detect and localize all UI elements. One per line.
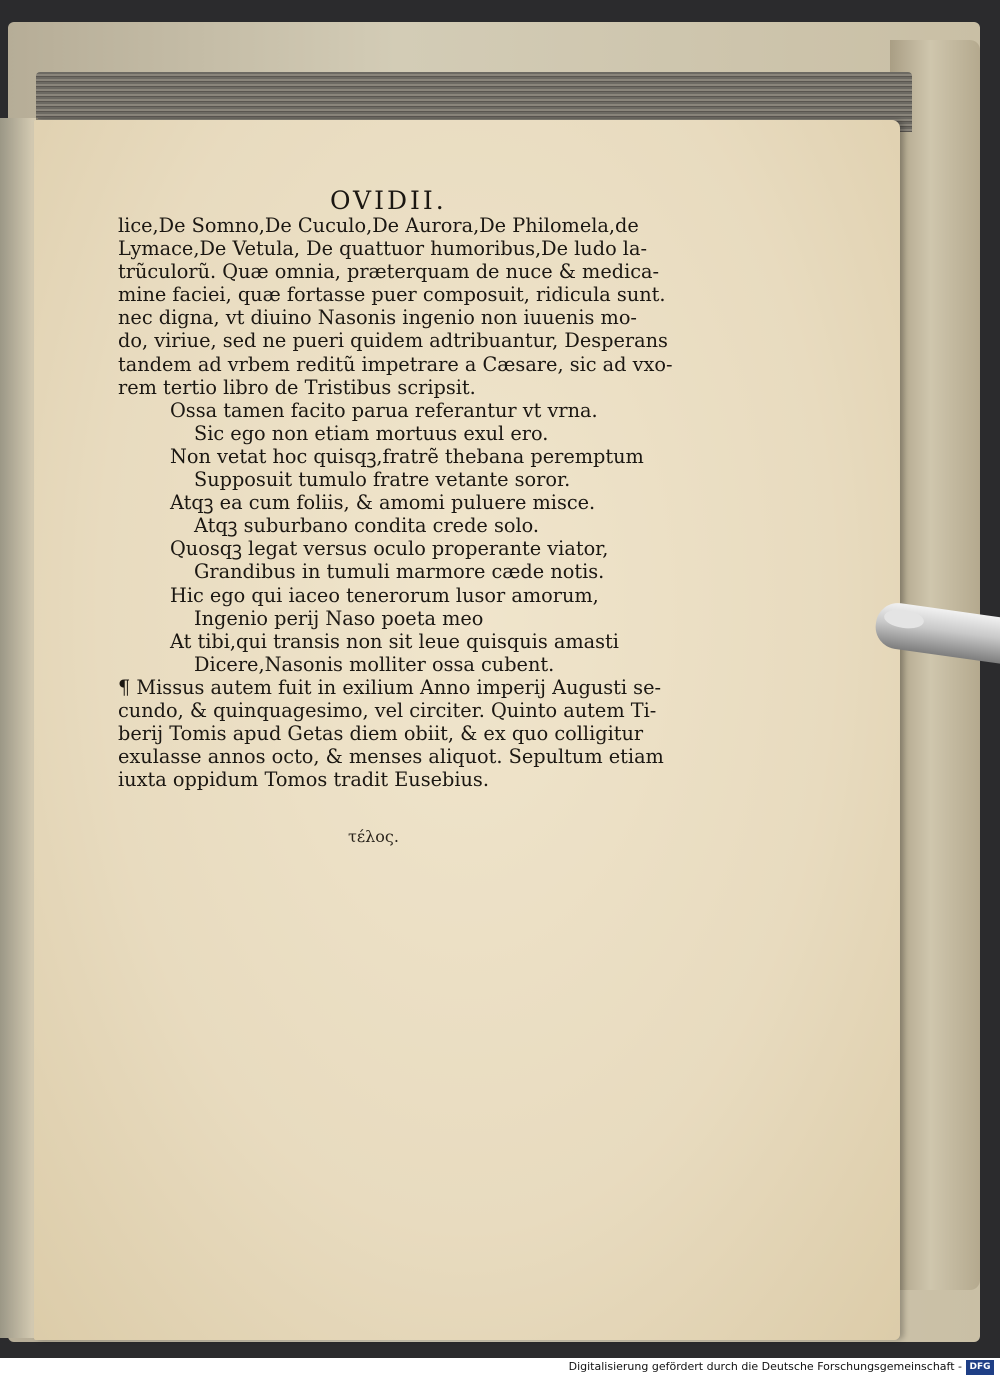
verse-line: Grandibus in tumuli marmore cæde notis. — [194, 560, 605, 584]
text-line: rem tertio libro de Tristibus scripsit. — [118, 375, 476, 399]
text-line: exulasse annos octo, & menses aliquot. Sepultum etiam — [118, 745, 664, 769]
text-line: cundo, & quinquagesimo, vel circiter. Quinto autem Ti- — [118, 698, 657, 722]
verse-line: Dicere,Nasonis molliter ossa cubent. — [194, 652, 555, 676]
verse-line: Ossa tamen facito parua referantur vt vrna. — [170, 398, 598, 422]
text-line: berij Tomis apud Getas diem obiit, & ex quo colligitur — [118, 722, 644, 746]
text-line: trũculorũ. Quæ omnia, præterquam de nuce & medica- — [118, 260, 660, 284]
verse-line: Hic ego qui iaceo tenerorum lusor amorum, — [170, 583, 599, 607]
footer-bar — [0, 1358, 1000, 1378]
text-line: iuxta oppidum Tomos tradit Eusebius. — [118, 768, 489, 792]
verse-line: Ingenio perij Naso poeta meo — [194, 606, 484, 630]
verse-line: Quosqꝫ legat versus oculo properante viator, — [170, 537, 609, 561]
colophon-telos: τέλος. — [348, 827, 399, 846]
text-line: tandem ad vrbem reditũ impetrare a Cæsare, sic ad vxo- — [118, 352, 673, 376]
text-line: Lymace,De Vetula, De quattuor humoribus,De ludo la- — [118, 237, 647, 261]
body-text — [118, 214, 718, 791]
text-line: lice,De Somno,De Cuculo,De Aurora,De Philomela,de — [118, 214, 639, 237]
page-header: OVIDII. — [330, 186, 447, 215]
verse-line: Sic ego non etiam mortuus exul ero. — [194, 421, 549, 445]
verse-line: Non vetat hoc quisqꝫ,fratrẽ thebana peremptum — [170, 444, 644, 468]
verse-line: Atqꝫ ea cum foliis, & amomi puluere misce. — [170, 491, 596, 515]
text-line: nec digna, vt diuino Nasonis ingenio non iuuenis mo- — [118, 306, 637, 330]
footer-credit: Digitalisierung gefördert durch die Deutsche Forschungsgemeinschaft - — [568, 1360, 962, 1373]
verse-line: At tibi,qui transis non sit leue quisquis amasti — [170, 629, 619, 653]
text-line: mine faciei, quæ fortasse puer composuit, ridicula sunt. — [118, 283, 666, 307]
text-line: ¶ Missus autem fuit in exilium Anno imperij Augusti se- — [118, 675, 662, 699]
text-line: do, viriue, sed ne pueri quidem adtribuantur, Desperans — [118, 329, 668, 353]
book-spine-edge — [890, 40, 980, 1290]
verse-line: Supposuit tumulo fratre vetante soror. — [194, 468, 571, 492]
left-page-edge — [0, 118, 38, 1338]
dfg-logo: DFG — [966, 1360, 994, 1375]
verse-line: Atqꝫ suburbano condita crede solo. — [194, 514, 540, 538]
